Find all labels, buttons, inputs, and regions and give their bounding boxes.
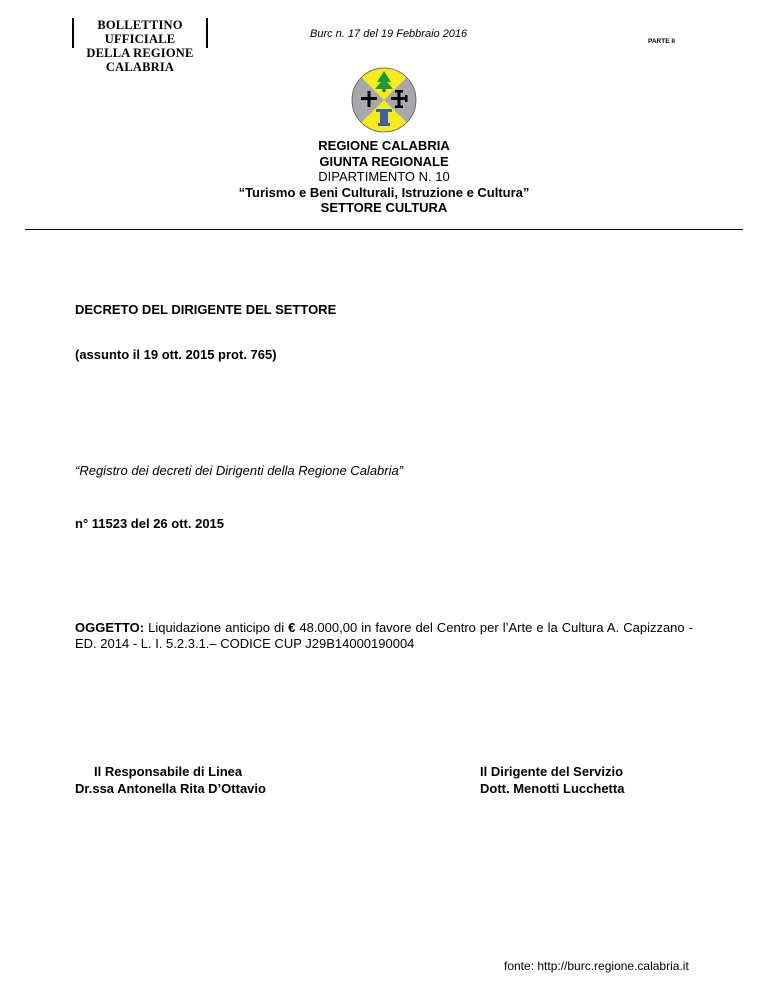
issuing-authority (0, 138, 768, 216)
sector-name: SETTORE CULTURA (320, 200, 448, 215)
department-name: “Turismo e Beni Culturali, Istruzione e Cultura” (238, 184, 530, 200)
giunta-name: GIUNTA REGIONALE (319, 153, 449, 169)
region-name: REGIONE CALABRIA (318, 138, 450, 153)
masthead-line-1: BOLLETTINO UFFICIALE (97, 18, 183, 46)
subject-text: 48.000,00 in favore del Centro per l’Arte e la Cultura A. Capizzano - ED. 2014 - L. I. 5.2.3.1.– CODICE CUP J29B14000190004 (75, 620, 693, 651)
right-signatory-role: Il Dirigente del Servizio (480, 764, 624, 779)
left-signatory-role: Il Responsabile di Linea (94, 764, 243, 779)
decree-assumption: (assunto il 19 ott. 2015 prot. 765) (75, 347, 277, 362)
regione-calabria-coat-of-arms-icon (351, 67, 417, 133)
masthead-line-2: DELLA REGIONE CALABRIA (86, 46, 194, 74)
source-footer: fonte: http://burc.regione.calabria.it (504, 959, 689, 973)
subject-pre: Liquidazione anticipo di (144, 620, 289, 635)
decree-subject (75, 620, 693, 652)
decree-number: n° 11523 del 26 ott. 2015 (75, 516, 225, 531)
left-signature (75, 763, 295, 797)
department-number: DIPARTIMENTO N. 10 (318, 169, 450, 184)
subject-label: OGGETTO: (75, 620, 145, 635)
parte-label: PARTE II (648, 38, 675, 45)
decree-title: DECRETO DEL DIRIGENTE DEL SETTORE (75, 302, 337, 317)
bulletin-masthead (72, 18, 208, 74)
issue-header: Burc n. 17 del 19 Febbraio 2016 (310, 28, 468, 40)
right-signature (480, 763, 680, 797)
subject-currency: € (288, 620, 296, 635)
left-signatory-name: Dr.ssa Antonella Rita D’Ottavio (75, 781, 266, 796)
right-signatory-name: Dott. Menotti Lucchetta (480, 781, 625, 796)
header-divider (25, 229, 743, 230)
register-title: “Registro dei decreti dei Dirigenti della Regione Calabria” (75, 463, 404, 478)
